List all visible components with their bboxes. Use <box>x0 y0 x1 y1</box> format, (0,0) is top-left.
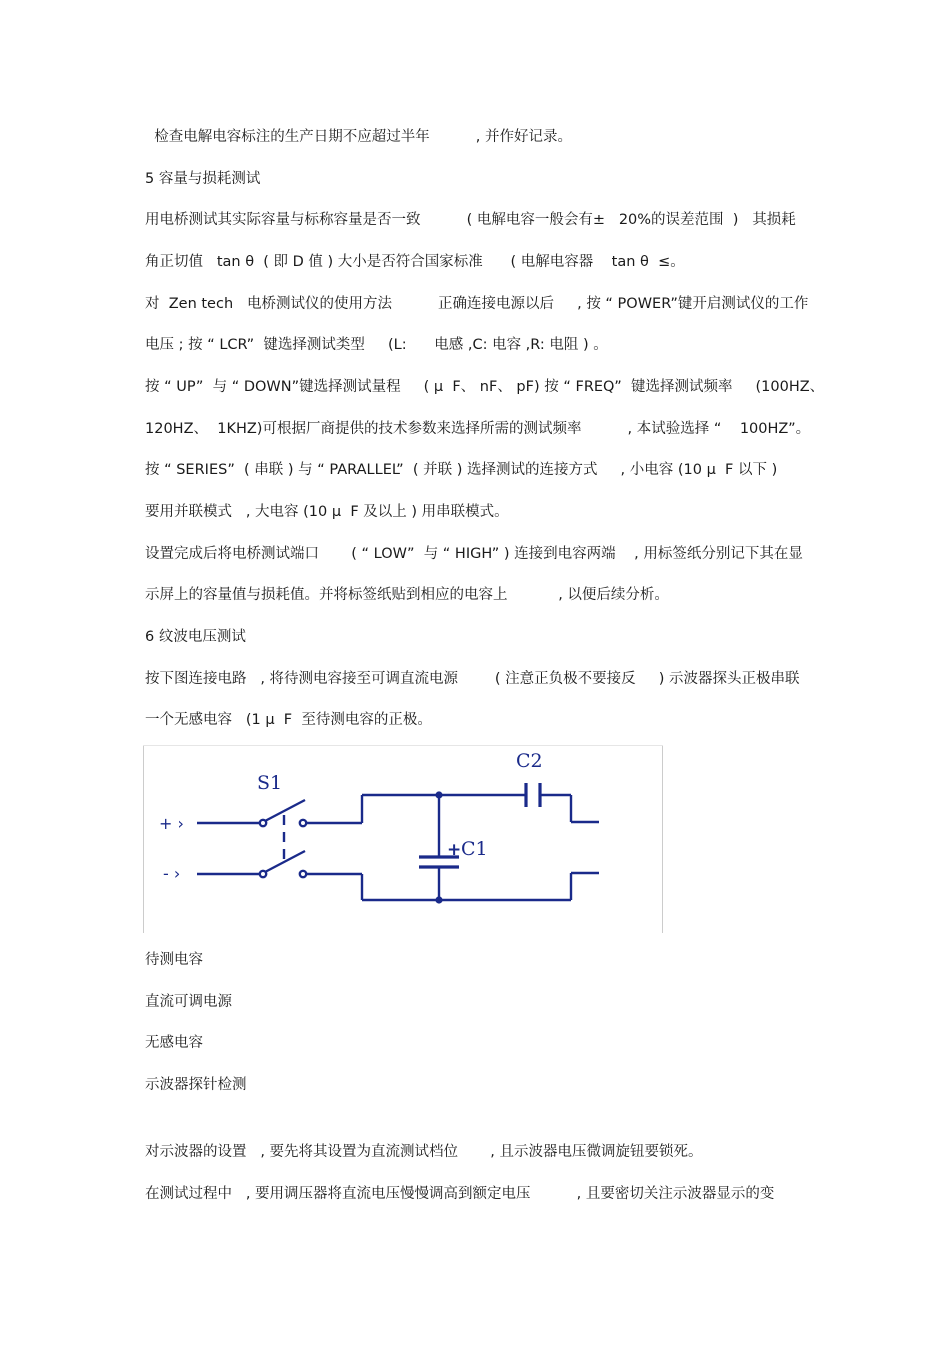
text-line-14: 按下图连接电路 , 将待测电容接至可调直流电源 ( 注意正负极不要接反 ) 示波器探头正极串联 <box>145 671 800 687</box>
heading-ripple-test: 6 纹波电压测试 <box>145 629 246 645</box>
junction-top <box>435 791 442 798</box>
label-s1: S1 <box>257 772 283 794</box>
text-scope-setting: 对示波器的设置 , 要先将其设置为直流测试档位 , 且示波器电压微调旋钮要锁死。 <box>145 1144 703 1160</box>
text-line-7: 按 “ UP” 与 “ DOWN”键选择测试量程 ( μ F、 nF、 pF) 按 “ FREQ” 键选择测试频率 (100HZ、 <box>145 379 825 395</box>
circuit-diagram <box>143 745 663 933</box>
text-line-6: 电压 ; 按 “ LCR” 键选择测试类型 (L: 电感 ,C: 电容 ,R: 电阻 ) 。 <box>145 337 608 353</box>
switch-s1-contact-bottom <box>300 871 306 877</box>
legend-dc-supply: 直流可调电源 <box>145 994 232 1010</box>
terminal-minus: - › <box>163 864 181 883</box>
text-line-9: 按 “ SERIES” ( 串联 ) 与 “ PARALLEL” ( 并联 ) 选择测试的连接方式 , 小电容 (10 μ F 以下 ) <box>145 462 778 478</box>
legend-non-inductive-cap: 无感电容 <box>145 1035 203 1051</box>
legend-scope-probe: 示波器探针检测 <box>145 1077 247 1093</box>
text-line-8: 120HZ、 1KHZ)可根据厂商提供的技术参数来选择所需的测试频率 , 本试验选择 “ 100HZ”。 <box>145 421 811 437</box>
text-line-15: 一个无感电容 (1 μ F 至待测电容的正极。 <box>145 712 432 728</box>
c1-polarity-mark: + <box>447 840 462 860</box>
legend-capacitor-under-test: 待测电容 <box>145 952 203 968</box>
junction-bottom <box>435 896 442 903</box>
text-test-procedure: 在测试过程中 , 要用调压器将直流电压慢慢调高到额定电压 , 且要密切关注示波器显示的变 <box>145 1186 775 1202</box>
text-line-1: 检查电解电容标注的生产日期不应超过半年 , 并作好记录。 <box>145 129 573 145</box>
heading-capacity-test: 5 容量与损耗测试 <box>145 171 261 187</box>
label-c1: C1 <box>461 838 488 860</box>
terminal-plus: + › <box>159 814 184 833</box>
label-c2: C2 <box>516 750 543 772</box>
switch-s1-contact-top <box>300 820 306 826</box>
text-line-11: 设置完成后将电桥测试端口 ( “ LOW” 与 “ HIGH” ) 连接到电容两端 , 用标签纸分别记下其在显 <box>145 546 803 562</box>
text-line-12: 示屏上的容量值与损耗值。并将标签纸贴到相应的电容上 , 以便后续分析。 <box>145 587 669 603</box>
text-line-4: 角正切值 tan θ ( 即 D 值 ) 大小是否符合国家标准 ( 电解电容器 tan θ ≤。 <box>145 254 685 270</box>
capacitor-c2 <box>526 783 540 807</box>
text-line-10: 要用并联模式 , 大电容 (10 μ F 及以上 ) 用串联模式。 <box>145 504 509 520</box>
circuit-wires <box>197 795 599 900</box>
text-line-5: 对 Zen tech 电桥测试仪的使用方法 正确连接电源以后 , 按 “ POWER”键开启测试仪的工作 <box>145 296 809 312</box>
text-line-3: 用电桥测试其实际容量与标称容量是否一致 ( 电解电容一般会有± 20%的误差范围 ) 其损耗 <box>145 212 796 228</box>
